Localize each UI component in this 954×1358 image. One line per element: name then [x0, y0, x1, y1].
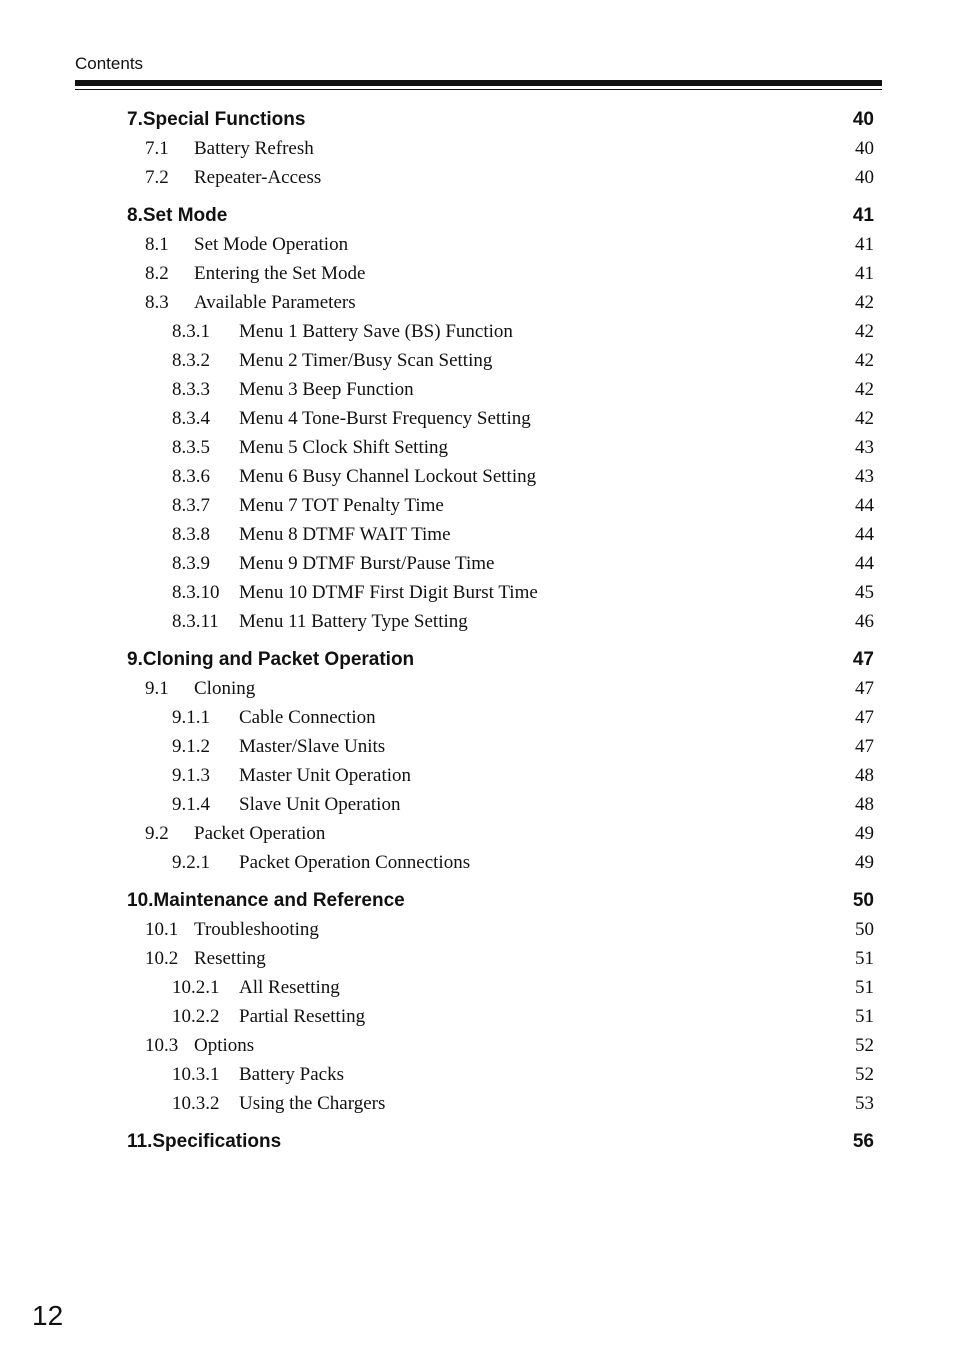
- toc-section[interactable]: [145, 232, 874, 258]
- toc-entry-title: Entering the Set Mode: [194, 263, 371, 284]
- toc-entry-title: 8.Set Mode: [127, 205, 228, 226]
- toc-entry-number: 9.1: [145, 678, 169, 699]
- toc-entry-page: 48: [855, 765, 874, 786]
- toc-entry-title: Repeater-Access: [194, 167, 322, 188]
- toc-entry-number: 7.1: [145, 138, 169, 159]
- page-number: 12: [32, 1300, 64, 1331]
- toc-entry-title: 10.Maintenance and Reference: [127, 890, 405, 911]
- toc-section[interactable]: [145, 821, 874, 847]
- page-header: Contents: [75, 54, 144, 73]
- toc-entry-number: 10.2.1: [172, 977, 220, 998]
- toc-entry-page: 42: [855, 321, 874, 342]
- toc-subsection[interactable]: [172, 763, 874, 789]
- toc-subsection[interactable]: [172, 551, 874, 577]
- toc-entry-number: 8.3.4: [172, 408, 210, 429]
- toc-entry-title: Menu 3 Beep Function: [239, 379, 419, 400]
- toc-entry-title: Menu 7 TOT Penalty Time: [239, 495, 449, 516]
- toc-entry-page: 53: [855, 1093, 874, 1114]
- toc-subsection[interactable]: [172, 319, 874, 345]
- toc-entry-page: 49: [855, 823, 874, 844]
- toc-entry-title: Using the Chargers: [239, 1093, 386, 1114]
- toc-entry-title: Set Mode Operation: [194, 234, 353, 255]
- toc-entry-page: 52: [855, 1064, 874, 1085]
- toc-subsection[interactable]: [172, 609, 874, 635]
- toc-entry-number: 8.3.11: [172, 611, 219, 632]
- toc-section[interactable]: [145, 946, 874, 972]
- toc-entry-page: 42: [855, 379, 874, 400]
- toc-entry-number: 9.1.1: [172, 707, 210, 728]
- toc-entry-page: 40: [852, 109, 874, 130]
- toc-entry-number: 8.3.8: [172, 524, 210, 545]
- toc-entry-page: 46: [855, 611, 874, 632]
- toc-entry-title: Packet Operation: [194, 823, 326, 844]
- toc-entry-title: Battery Packs: [239, 1064, 345, 1085]
- toc-entry-title: Menu 6 Busy Channel Lockout Setting: [239, 466, 541, 487]
- toc-entry-page: 45: [855, 582, 874, 603]
- toc-entry-number: 10.3: [145, 1035, 179, 1056]
- toc-entry-page: 51: [855, 948, 874, 969]
- toc-entry-number: 10.1: [145, 919, 179, 940]
- toc-subsection[interactable]: [172, 1091, 874, 1117]
- toc-section[interactable]: [145, 136, 874, 162]
- toc-entry-title: Slave Unit Operation: [239, 794, 401, 815]
- toc-section[interactable]: [145, 676, 874, 702]
- toc-entry-number: 8.1: [145, 234, 169, 255]
- toc-entry-number: 8.3.6: [172, 466, 210, 487]
- toc-entry-number: 9.2: [145, 823, 169, 844]
- toc-entry-title: Menu 2 Timer/Busy Scan Setting: [239, 350, 498, 371]
- toc-entry-page: 41: [855, 263, 874, 284]
- toc-section[interactable]: [145, 290, 874, 316]
- toc-entry-number: 10.3.2: [172, 1093, 220, 1114]
- toc-entry-title: Menu 10 DTMF First Digit Burst Time: [239, 582, 538, 603]
- toc-entry-page: 47: [855, 707, 874, 728]
- toc-entry-title: Menu 5 Clock Shift Setting: [239, 437, 448, 458]
- toc-entry-page: 40: [855, 167, 874, 188]
- toc-entry-title: Menu 1 Battery Save (BS) Function: [239, 321, 518, 342]
- header-rule-thick: [75, 80, 882, 86]
- toc-chapter[interactable]: [127, 1129, 874, 1155]
- header-rule-thin: [75, 89, 882, 90]
- toc-entry-title: Battery Refresh: [194, 138, 319, 159]
- toc-subsection[interactable]: [172, 975, 874, 1001]
- toc-section[interactable]: [145, 261, 874, 287]
- toc-entry-page: 56: [852, 1131, 874, 1152]
- toc-entry-page: 43: [855, 437, 874, 458]
- toc-subsection[interactable]: [172, 406, 874, 432]
- toc-entry-number: 8.3.9: [172, 553, 210, 574]
- toc-entry-page: 44: [855, 524, 874, 545]
- toc-subsection[interactable]: [172, 792, 874, 818]
- toc-entry-page: 42: [855, 350, 874, 371]
- toc-entry-page: 52: [855, 1035, 874, 1056]
- toc-entry-title: Partial Resetting: [239, 1006, 370, 1027]
- toc-entry-number: 8.3.5: [172, 437, 210, 458]
- toc-entry-page: 44: [855, 553, 874, 574]
- toc-section[interactable]: [145, 165, 874, 191]
- toc-entry-page: 49: [855, 852, 874, 873]
- toc-entry-page: 42: [855, 292, 874, 313]
- toc-entry-page: 47: [855, 678, 874, 699]
- toc-entry-number: 8.2: [145, 263, 169, 284]
- toc-subsection[interactable]: [172, 1062, 874, 1088]
- toc-entry-number: 9.1.4: [172, 794, 210, 815]
- toc-subsection[interactable]: [172, 435, 874, 461]
- toc-subsection[interactable]: [172, 580, 874, 606]
- toc-entry-title: Troubleshooting: [194, 919, 319, 940]
- toc-entry-page: 48: [855, 794, 874, 815]
- toc-subsection[interactable]: [172, 464, 874, 490]
- toc-entry-title: Master/Slave Units: [239, 736, 390, 757]
- toc-section[interactable]: [145, 917, 874, 943]
- toc-subsection[interactable]: [172, 1004, 874, 1030]
- toc-chapter[interactable]: [127, 888, 874, 914]
- toc-subsection[interactable]: [172, 493, 874, 519]
- toc-entry-title: Menu 4 Tone-Burst Frequency Setting: [239, 408, 536, 429]
- toc-subsection[interactable]: [172, 377, 874, 403]
- toc-chapter[interactable]: [127, 107, 874, 133]
- toc-entry-number: 8.3: [145, 292, 169, 313]
- toc-entry-page: 51: [855, 977, 874, 998]
- toc-entry-number: 8.3.1: [172, 321, 210, 342]
- toc-entry-page: 40: [855, 138, 874, 159]
- toc-subsection[interactable]: [172, 522, 874, 548]
- toc-entry-number: 9.1.3: [172, 765, 210, 786]
- toc-entry-number: 9.1.2: [172, 736, 210, 757]
- toc-entry-page: 50: [855, 919, 874, 940]
- toc-entry-number: 9.2.1: [172, 852, 210, 873]
- toc-entry-title: 7.Special Functions: [127, 109, 306, 130]
- toc-entry-title: Menu 11 Battery Type Setting: [239, 611, 473, 632]
- toc-entry-title: 11.Specifications: [127, 1131, 287, 1152]
- toc-entry-number: 10.3.1: [172, 1064, 220, 1085]
- toc-entry-title: Packet Operation Connections: [239, 852, 475, 873]
- toc-section[interactable]: [145, 1033, 874, 1059]
- toc-entry-number: 8.3.7: [172, 495, 210, 516]
- toc-entry-title: Menu 8 DTMF WAIT Time: [239, 524, 451, 545]
- toc-entry-number: 8.3.3: [172, 379, 210, 400]
- toc-chapter[interactable]: [127, 647, 874, 673]
- toc-entry-title: Menu 9 DTMF Burst/Pause Time: [239, 553, 495, 574]
- toc-entry-number: 8.3.2: [172, 350, 210, 371]
- toc-entry-number: 10.2: [145, 948, 179, 969]
- toc-entry-page: 42: [855, 408, 874, 429]
- toc-entry-page: 47: [855, 736, 874, 757]
- toc-entry-number: 7.2: [145, 167, 169, 188]
- toc-subsection[interactable]: [172, 850, 874, 876]
- toc-subsection[interactable]: [172, 348, 874, 374]
- toc-entry-title: Cable Connection: [239, 707, 381, 728]
- toc-subsection[interactable]: [172, 734, 874, 760]
- toc-entry-page: 51: [855, 1006, 874, 1027]
- toc-entry-title: Master Unit Operation: [239, 765, 412, 786]
- toc-entry-page: 47: [852, 649, 874, 670]
- toc-entry-number: 10.2.2: [172, 1006, 220, 1027]
- toc-entry-title: Options: [194, 1035, 255, 1056]
- toc-entry-title: Cloning: [194, 678, 256, 699]
- toc-subsection[interactable]: [172, 705, 874, 731]
- toc-entry-page: 41: [855, 234, 874, 255]
- toc-entry-page: 44: [855, 495, 874, 516]
- toc-entry-page: 43: [855, 466, 874, 487]
- toc-entry-title: All Resetting: [239, 977, 340, 998]
- toc-entry-title: 9.Cloning and Packet Operation: [127, 649, 420, 670]
- toc-chapter[interactable]: [127, 203, 874, 229]
- toc-entry-title: Available Parameters: [194, 292, 361, 313]
- toc-entry-page: 50: [852, 890, 874, 911]
- toc-entry-title: Resetting: [194, 948, 271, 969]
- toc-entry-number: 8.3.10: [172, 582, 220, 603]
- toc-entry-page: 41: [852, 205, 874, 226]
